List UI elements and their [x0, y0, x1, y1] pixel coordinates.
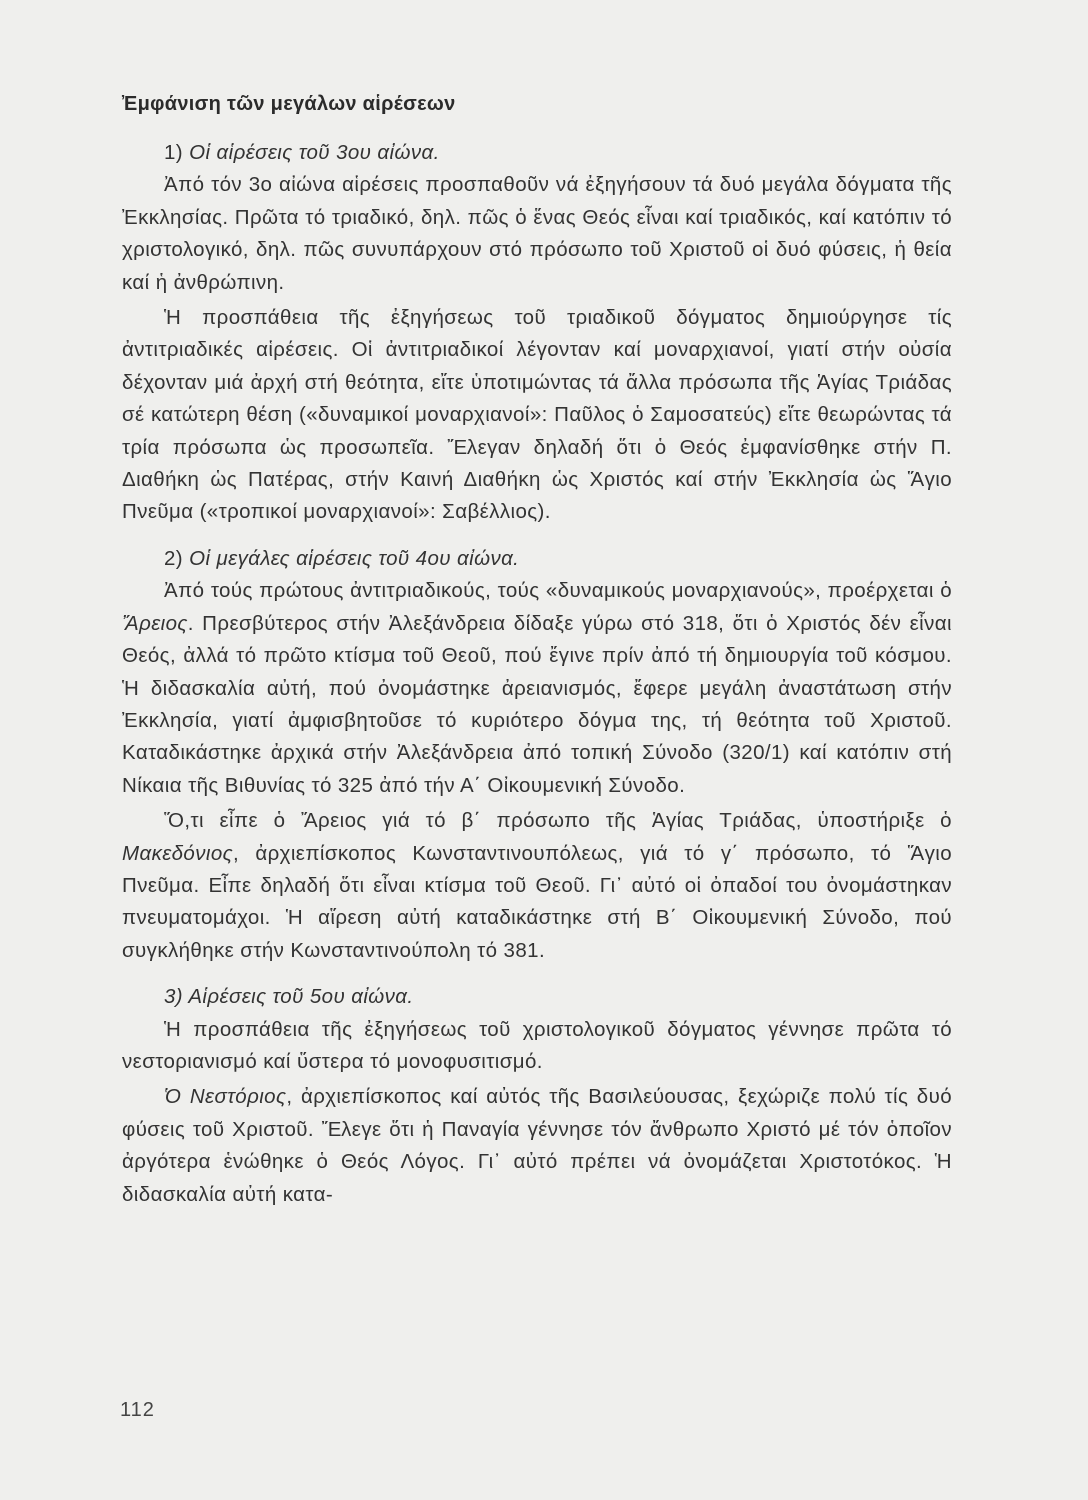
- section-1-title: [122, 137, 952, 169]
- section-3-paragraph-1: Ἡ προσπάθεια τῆς ἐξηγήσεως τοῦ χριστολογικοῦ δόγματος γέννησε πρῶτα τό νεστοριανισμό καί ὕστερα τό μονοφυσιτισμό.: [122, 1017, 952, 1073]
- section-2-p1-start: Ἀπό τούς πρώτους ἀντιτριαδικούς, τούς «δυναμικούς μοναρχιανούς», προέρχεται ὁ: [164, 579, 952, 603]
- section-2-title: [122, 543, 952, 575]
- chapter-heading: Ἐμφάνιση τῶν μεγάλων αἱρέσεων: [122, 93, 456, 115]
- section-2-p2-rest: , ἀρχιεπίσκοπος Κωνσταντινουπόλεως, γιά τό γ΄ πρόσωπο, τό Ἅγιο Πνεῦμα. Εἶπε δηλαδή ὅτι εἶναι κτίσμα τοῦ Θεοῦ. Γι᾿ αὐτό οἱ ὀπαδοί του ὀνομάστηκαν πνευματομάχοι. Ἡ αἵρεση αὐτή καταδικάστηκε στή Β΄ Οἰκουμενική Σύνοδο, πού συγκλήθηκε στήν Κωνσταντινούπολη τό 381.: [122, 841, 952, 962]
- section-1-paragraph-2: Ἡ προσπάθεια τῆς ἐξηγήσεως τοῦ τριαδικοῦ δόγματος δημιούργησε τίς ἀντιτριαδικές αἱρέσεις. Οἱ ἀντιτριαδικοί λέγονταν καί μοναρχιανοί, γιατί στήν οὐσία δέχονταν μιά ἀρχή στή θεότητα, εἴτε ὑποτιμώντας τά ἄλλα πρόσωπα τῆς Ἁγίας Τριάδας σέ κατώτερη θέση («δυναμικοί μοναρχιανοί»: Παῦλος ὁ Σαμοσατεύς) εἴτε θεωρώντας τά τρία πρόσωπα ὡς προσωπεῖα. Ἔλεγαν δηλαδή ὅτι ὁ Θεός ἐμφανίσθηκε στήν Π. Διαθήκη ὡς Πατέρας, στήν Καινή Διαθήκη ὡς Χριστός καί στήν Ἐκκλησία ὡς Ἅγιο Πνεῦμα («τροπικοί μοναρχιανοί»: Σαβέλλιος).: [122, 306, 952, 524]
- section-3-p2-rest: , ἀρχιεπίσκοπος καί αὐτός τῆς Βασιλεύουσας, ξεχώριζε πολύ τίς δυό φύσεις τοῦ Χριστοῦ. Ἔλεγε ὅτι ἡ Παναγία γέννησε τόν ἄνθρωπο Χριστό μέ τόν ὁποῖον ἀργότερα ἑνώθηκε ὁ Θεός Λόγος. Γι᾿ αὐτό πρέπει νά ὀνομάζεται Χριστοτόκος. Ἡ διδασκαλία αὐτή κατα-: [122, 1085, 952, 1206]
- arius-name: Ἄρειος: [122, 611, 188, 635]
- section-2-p2-start: Ὅ,τι εἶπε ὁ Ἄρειος γιά τό β΄ πρόσωπο τῆς Ἁγίας Τριάδας, ὑποστήριξε ὁ: [164, 809, 952, 833]
- section-2-paragraph-1: [122, 575, 952, 802]
- section-2-number: 2): [164, 546, 184, 570]
- section-3-paragraph-2: [122, 1081, 952, 1211]
- section-1-number: 1): [164, 141, 184, 164]
- section-2-title-text: Οἱ μεγάλες αἱρέσεις τοῦ 4ου αἰώνα.: [189, 546, 520, 570]
- page-number: 112: [120, 1399, 155, 1421]
- section-2-p1-rest: . Πρεσβύτερος στήν Ἀλεξάνδρεια δίδαξε γύρω στό 318, ὅτι ὁ Χριστός δέν εἶναι Θεός, ἀλλά τό πρῶτο κτίσμα τοῦ Θεοῦ, πού ἔγινε πρίν ἀπό τή δημιουργία τοῦ κόσμου. Ἡ διδασκαλία αὐτή, πού ὀνομάστηκε ἀρειανισμός, ἔφερε μεγάλη ἀναστάτωση στήν Ἐκκλησία, γιατί ἀμφισβητοῦσε τό κυριότερο δόγμα της, τή θεότητα τοῦ Χριστοῦ. Καταδικάστηκε ἀρχικά στήν Ἀλεξάνδρεια ἀπό τοπική Σύνοδο (320/1) καί κατόπιν στή Νίκαια τῆς Βιθυνίας τό 325 ἀπό τήν Α΄ Οἰκουμενική Σύνοδο.: [122, 611, 952, 797]
- section-3-title: [122, 981, 952, 1013]
- section-2-paragraph-2: [122, 805, 952, 967]
- macedonius-name: Μακεδόνιος: [122, 841, 233, 865]
- section-1-title-text: Οἱ αἱρέσεις τοῦ 3ου αἰώνα.: [189, 141, 440, 164]
- body-text: [122, 137, 952, 1211]
- section-3-title-text: 3) Αἱρέσεις τοῦ 5ου αἰώνα.: [164, 985, 414, 1009]
- section-1-paragraph-1: Ἀπό τόν 3ο αἰώνα αἱρέσεις προσπαθοῦν νά ἐξηγήσουν τά δυό μεγάλα δόγματα τῆς Ἐκκλησίας. Πρῶτα τό τριαδικό, δηλ. πῶς ὁ ἕνας Θεός εἶναι καί τριαδικός, καί κατόπιν τό χριστολογικό, δηλ. πῶς συνυπάρχουν στό πρόσωπο τοῦ Χριστοῦ οἱ δυό φύσεις, ἡ θεία καί ἡ ἀνθρώπινη.: [122, 173, 952, 294]
- nestorius-name: Ὁ Νεστόριος: [164, 1085, 287, 1109]
